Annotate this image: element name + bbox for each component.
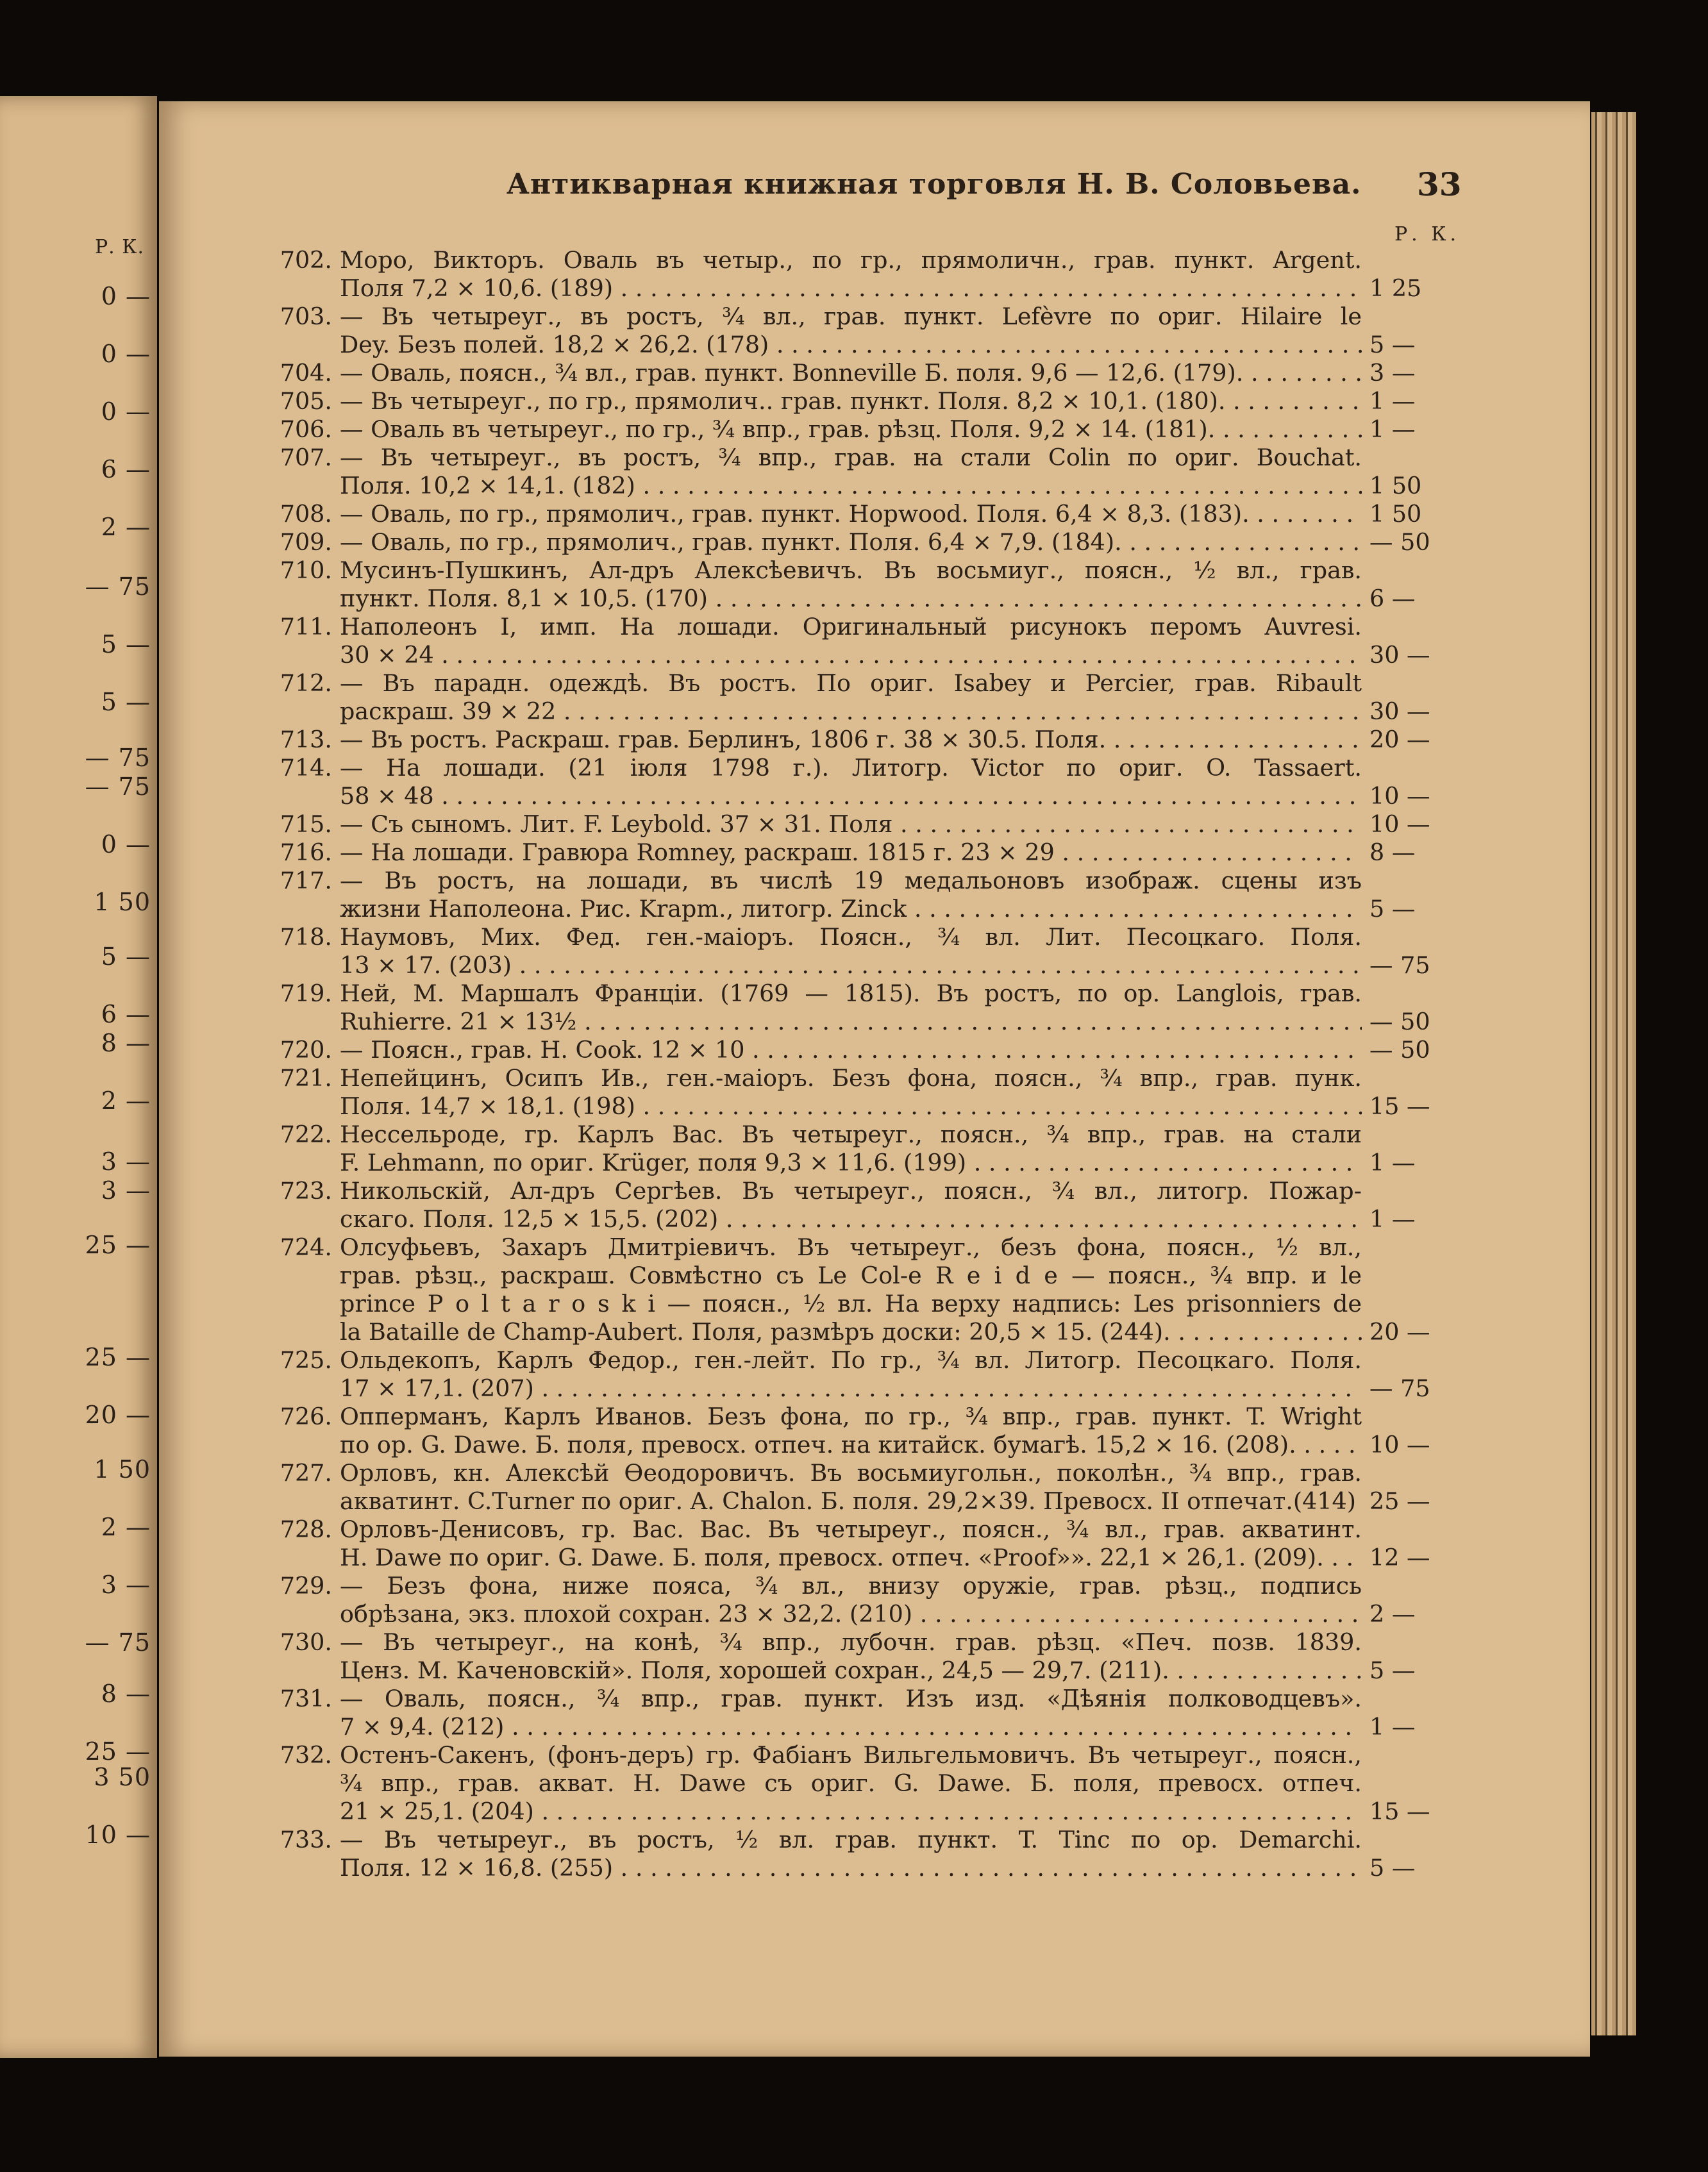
entry-number: 716. [280, 839, 332, 866]
entry-number: 733. [280, 1826, 332, 1853]
entry-price: 1 — [1369, 387, 1416, 415]
entry-number: 707. [280, 444, 332, 471]
entry-number: 726. [280, 1403, 332, 1430]
entry-number: 702. [280, 246, 332, 274]
entry-price: 1 — [1369, 415, 1416, 443]
entry-text: — Оваль въ четыреуг., по гр., ¾ впр., грав. рѣзц. Поля. 9,2 × 14. (181). . . . . [340, 416, 1362, 443]
left-page-price: 0 — [101, 282, 151, 310]
entry-number: 730. [280, 1628, 332, 1656]
entry-price: 10 — [1369, 810, 1430, 838]
left-page-price: 5 — [101, 630, 151, 658]
entry-text: — Въ ростъ, на лошади, въ числѣ 19 медальоновъ изображ. сцены изъ [340, 867, 1362, 894]
left-page-price: — 75 [85, 1628, 151, 1657]
entry-text: Наумовъ, Мих. Фед. ген.-маіоръ. Поясн., ¾ вл. Лит. Песоцкаго. Поля. [340, 924, 1362, 951]
entry-text-continuation: раскраш. 39 × 22 . . . [340, 698, 1362, 725]
left-page-price: 8 — [101, 1680, 151, 1708]
entry-number: 723. [280, 1177, 332, 1205]
entry-text: — На лошади. (21 іюля 1798 г.). Литогр. Victor по ориг. O. Tassaert. [340, 755, 1362, 781]
entry-text: — Оваль, по гр., прямолич., грав. пункт. Поля. 6,4 × 7,9. (184). . . . . . . . [340, 529, 1362, 556]
entry-text: — Въ четыреуг., въ ростъ, ¾ впр., грав. на стали Colin по ориг. Bouchat. [340, 444, 1362, 471]
entry-text: — Въ четыреуг., въ ростъ, ½ вл. грав. пункт. T. Tinc по ор. Demarchi. [340, 1826, 1362, 1853]
entry-text-continuation: по ор. G. Dawe. Б. поля, превосх. отпеч. на китайск. бумагѣ. 15,2 × 16. (208). . . . [340, 1432, 1362, 1458]
page-number: 33 [1417, 165, 1462, 203]
left-page-price: 8 — [101, 1029, 151, 1057]
entry-price: 1 50 [1369, 472, 1422, 499]
entry-number: 724. [280, 1233, 332, 1261]
entry-price: — 75 [1369, 1374, 1430, 1402]
entry-number: 709. [280, 528, 332, 556]
entry-text-continuation: 7 × 9,4. (212) . . . [340, 1714, 1362, 1741]
entry-price: 6 — [1369, 585, 1416, 612]
left-page-price: 0 — [101, 340, 151, 368]
entry-price: — 50 [1369, 1036, 1430, 1064]
entry-text-continuation: обрѣзана, экз. плохой сохран. 23 × 32,2. (210) . . . [340, 1601, 1362, 1628]
entry-text-continuation: Поля. 12 × 16,8. (255) . . . [340, 1855, 1362, 1882]
left-page-price: 6 — [101, 1000, 151, 1028]
entry-price: 1 50 [1369, 500, 1422, 528]
entry-text-continuation: la Bataille de Champ-Aubert. Поля, размѣръ доски: 20,5 × 15. (244). . . . . . . [340, 1319, 1362, 1346]
entry-price: 8 — [1369, 839, 1416, 866]
left-page-price: — 75 [85, 572, 151, 601]
left-page-price: 1 50 [94, 888, 151, 916]
entry-number: 727. [280, 1459, 332, 1487]
entry-number: 732. [280, 1741, 332, 1769]
entry-text-continuation: пункт. Поля. 8,1 × 10,5. (170) . . . [340, 585, 1362, 612]
left-page-price: — 75 [85, 744, 151, 772]
entry-text-continuation: грав. рѣзц., раскраш. Совмѣстно съ Le Col-e R e i d e — поясн., ¾ впр. и le [340, 1262, 1362, 1289]
entry-price: 12 — [1369, 1544, 1430, 1571]
entry-number: 720. [280, 1036, 332, 1064]
entry-text: — Въ ростъ. Раскраш. грав. Берлинъ, 1806 г. 38 × 30.5. Поля. . . . . . . . . [340, 726, 1362, 753]
entry-text-continuation: 58 × 48 . . . [340, 783, 1362, 810]
entry-price: — 75 [1369, 951, 1430, 979]
price-column-header: Р. К. [1394, 223, 1461, 246]
entry-number: 721. [280, 1064, 332, 1092]
entry-price: 5 — [1369, 1657, 1416, 1684]
entry-text: — Въ четыреуг., по гр., прямолич.. грав. пункт. Поля. 8,2 × 10,1. (180). . . . . [340, 388, 1362, 415]
entry-number: 718. [280, 923, 332, 951]
entry-text-continuation: скаго. Поля. 12,5 × 15,5. (202) . . . [340, 1206, 1362, 1233]
entry-price: — 50 [1369, 1008, 1430, 1035]
entry-number: 708. [280, 500, 332, 528]
entry-number: 729. [280, 1572, 332, 1600]
entry-text-continuation: F. Lehmann, по ориг. Krüger, поля 9,3 × 11,6. (199) . . . [340, 1149, 1362, 1176]
left-page-price: 2 — [101, 1513, 151, 1541]
entry-price: 20 — [1369, 1318, 1430, 1346]
entry-text-continuation: Ценз. М. Каченовскій». Поля, хорошей сохран., 24,5 — 29,7. (211). . . . . . . . [340, 1657, 1362, 1684]
entry-price: 1 — [1369, 1713, 1416, 1741]
entry-text: Непейцинъ, Осипъ Ив., ген.-маіоръ. Безъ фона, поясн., ¾ впр., грав. пунк. [340, 1065, 1362, 1092]
entry-text: Олсуфьевъ, Захаръ Дмитріевичъ. Въ четыреуг., безъ фона, поясн., ½ вл., [340, 1234, 1362, 1261]
entry-price: 1 — [1369, 1149, 1416, 1176]
entry-number: 715. [280, 810, 332, 838]
entry-text-continuation: 30 × 24 . . . [340, 642, 1362, 669]
left-price-column-header: Р. К. [94, 236, 144, 258]
entry-number: 710. [280, 556, 332, 584]
left-page-price: 2 — [101, 1087, 151, 1115]
entry-number: 725. [280, 1346, 332, 1374]
entry-text-continuation: 13 × 17. (203) . . . [340, 952, 1362, 979]
entry-text-continuation: prince P o l t a r o s k i — поясн., ½ вл. На верху надпись: Les prisonniers de [340, 1291, 1362, 1317]
entry-text: Никольскій, Ал-дръ Сергѣев. Въ четыреуг., поясн., ¾ вл., литогр. Пожар- [340, 1178, 1362, 1205]
entry-text: — Оваль, по гр., прямолич., грав. пункт. Hopwood. Поля. 6,4 × 8,3. (183). . . . [340, 501, 1362, 528]
entry-text-continuation: 17 × 17,1. (207) . . . [340, 1375, 1362, 1402]
entry-text-continuation: ¾ впр., грав. акват. H. Dawe съ ориг. G. Dawe. Б. поля, превосх. отпеч. [340, 1770, 1362, 1797]
entry-text-continuation: H. Dawe по ориг. G. Dawe. Б. поля, превосх. отпеч. «Proof»». 22,1 × 26,1. (209). . . . [340, 1544, 1362, 1571]
entry-text-continuation: Поля 7,2 × 10,6. (189) . . . [340, 275, 1362, 302]
entry-text: — Въ четыреуг., въ ростъ, ¾ вл., грав. пункт. Lefèvre по ориг. Hilaire le [340, 303, 1362, 330]
entry-text: Наполеонъ I, имп. На лошади. Оригинальный рисунокъ перомъ Auvresi. [340, 614, 1362, 640]
entry-number: 713. [280, 726, 332, 753]
left-page-price: 2 — [101, 513, 151, 541]
entry-number: 703. [280, 303, 332, 330]
left-page-price: 3 50 [94, 1763, 151, 1791]
left-page-price: 25 — [85, 1343, 151, 1371]
entry-text: — Оваль, поясн., ¾ впр., грав. пункт. Изъ изд. «Дѣянія полководцевъ». [340, 1685, 1362, 1712]
entry-number: 722. [280, 1121, 332, 1148]
left-page-price: 25 — [85, 1737, 151, 1766]
entry-text: — Въ четыреуг., на конѣ, ¾ впр., лубочн. грав. рѣзц. «Печ. позв. 1839. [340, 1629, 1362, 1656]
entry-text: — Оваль, поясн., ¾ вл., грав. пункт. Bonneville Б. поля. 9,6 — 12,6. (179). . . . [340, 360, 1362, 387]
entry-text: — Поясн., грав. H. Cook. 12 × 10 . . . [340, 1037, 1362, 1064]
entry-number: 717. [280, 867, 332, 894]
entry-price: 5 — [1369, 895, 1416, 923]
left-page-price: 0 — [101, 830, 151, 858]
left-page-price: 6 — [101, 455, 151, 483]
entry-price: 5 — [1369, 331, 1416, 358]
left-page-price: 3 — [101, 1148, 151, 1176]
entry-text: Опперманъ, Карлъ Иванов. Безъ фона, по гр., ¾ впр., грав. пункт. T. Wright [340, 1403, 1362, 1430]
left-page-price: 25 — [85, 1231, 151, 1259]
entry-text-continuation: акватинт. C.Turner по ориг. A. Chalon. Б. поля. 29,2×39. Превосх. II отпечат.(414) . . . [340, 1488, 1362, 1515]
left-page-price: 5 — [101, 688, 151, 716]
left-page-price: 1 50 [94, 1455, 151, 1483]
entry-price: 30 — [1369, 641, 1430, 669]
entry-text: — Безъ фона, ниже пояса, ¾ вл., внизу оружіе, грав. рѣзц., подпись [340, 1573, 1362, 1600]
entry-price: 10 — [1369, 1431, 1430, 1458]
entry-number: 705. [280, 387, 332, 415]
left-page-price: — 75 [85, 773, 151, 801]
entry-text-continuation: 21 × 25,1. (204) . . . [340, 1798, 1362, 1825]
entry-number: 711. [280, 613, 332, 640]
entry-price: 15 — [1369, 1092, 1430, 1120]
entry-text-continuation: Поля. 14,7 × 18,1. (198) . . . [340, 1093, 1362, 1120]
entry-text: — На лошади. Гравюра Romney, раскраш. 1815 г. 23 × 29 . . . [340, 839, 1362, 866]
entry-price: 20 — [1369, 726, 1430, 753]
running-header: Антикварная книжная торговля Н. В. Соловьева. [507, 168, 1362, 201]
entry-text: — Съ сыномъ. Лит. F. Leybold. 37 × 31. Поля . . . [340, 811, 1362, 838]
entry-number: 704. [280, 359, 332, 387]
entry-price: 10 — [1369, 782, 1430, 810]
entry-number: 706. [280, 415, 332, 443]
entry-text: Ней, М. Маршалъ Франціи. (1769 — 1815). Въ ростъ, по ор. Langlois, грав. [340, 980, 1362, 1007]
entry-text-continuation: жизни Наполеона. Рис. Krapm., литогр. Zinck . . . [340, 896, 1362, 923]
entry-number: 714. [280, 754, 332, 781]
entry-price: 2 — [1369, 1600, 1416, 1628]
entry-price: 1 25 [1369, 274, 1422, 302]
entry-text: Орловъ, кн. Алексѣй Ѳеодоровичъ. Въ восьмиугольн., поколѣн., ¾ впр., грав. [340, 1460, 1362, 1487]
entry-price: — 50 [1369, 528, 1430, 556]
entry-text: Орловъ-Денисовъ, гр. Вас. Вас. Въ четыреуг., поясн., ¾ вл., грав. акватинт. [340, 1516, 1362, 1543]
entry-price: 5 — [1369, 1854, 1416, 1882]
entry-text: Остенъ-Сакенъ, (фонъ-деръ) гр. Фабіанъ Вильгельмовичъ. Въ четыреуг., поясн., [340, 1742, 1362, 1769]
entry-text: — Въ парадн. одеждѣ. Въ ростъ. По ориг. Isabey и Percier, грав. Ribault [340, 670, 1362, 697]
entry-text-continuation: Поля. 10,2 × 14,1. (182) . . . [340, 472, 1362, 499]
left-page-price: 10 — [85, 1821, 151, 1849]
book-page-edges [1591, 112, 1636, 2035]
entry-price: 25 — [1369, 1487, 1430, 1515]
entry-number: 712. [280, 669, 332, 697]
entry-text-continuation: Dey. Безъ полей. 18,2 × 26,2. (178) . . . [340, 331, 1362, 358]
left-page-price: 0 — [101, 397, 151, 426]
entry-price: 15 — [1369, 1798, 1430, 1825]
entry-text: Ольдекопъ, Карлъ Федор., ген.-лейт. По гр., ¾ вл. Литогр. Песоцкаго. Поля. [340, 1347, 1362, 1374]
entry-text: Нессельроде, гр. Карлъ Вас. Въ четыреуг., поясн., ¾ впр., грав. на стали [340, 1121, 1362, 1148]
entry-text: Моро, Викторъ. Оваль въ четыр., по гр., прямоличн., грав. пункт. Argent. [340, 247, 1362, 274]
entry-price: 3 — [1369, 359, 1416, 387]
left-page-price: 3 — [101, 1571, 151, 1599]
left-page [0, 96, 157, 2058]
entry-number: 728. [280, 1516, 332, 1543]
left-page-price: 20 — [85, 1401, 151, 1429]
entry-price: 1 — [1369, 1205, 1416, 1233]
left-page-price: 3 — [101, 1176, 151, 1205]
entry-number: 731. [280, 1685, 332, 1712]
entry-text-continuation: Ruhierre. 21 × 13½ . . . [340, 1008, 1362, 1035]
left-page-price: 5 — [101, 942, 151, 971]
entry-number: 719. [280, 980, 332, 1007]
entry-text: Мусинъ-Пушкинъ, Ал-дръ Алексѣевичъ. Въ восьмиуг., поясн., ½ вл., грав. [340, 557, 1362, 584]
entry-price: 30 — [1369, 698, 1430, 725]
